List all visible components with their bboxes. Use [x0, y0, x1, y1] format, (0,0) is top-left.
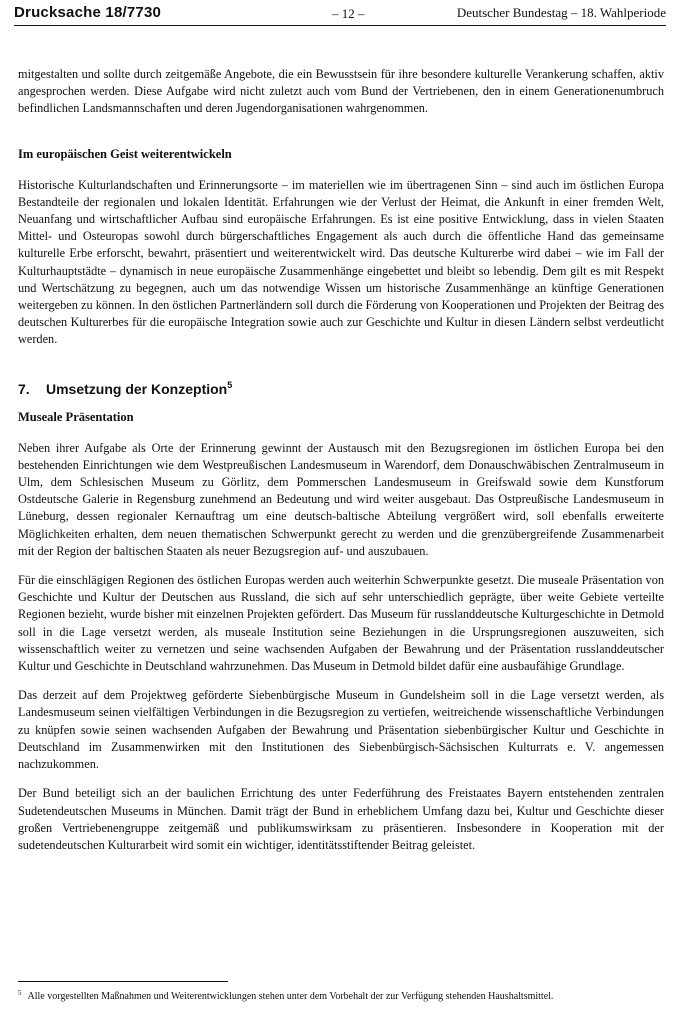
- section-number: 7.: [18, 380, 30, 397]
- page-header: [14, 4, 666, 24]
- paragraph: Für die einschlägigen Regionen des östlichen Europas werden auch weiterhin Schwerpunkte gesetzt. Die museale Präsentation von Geschichte und Kultur der Deutschen aus Russland, die sich auf sehr unterschiedlich geprägte, über weite Gebiete verteilte Regionen bezieht, wurde bisher mit einzelnen Projekten gefördert. Das Museum für russlanddeutsche Kulturgeschichte in Detmold soll in die Lage versetzt werden, als museale Institution seine Beziehungen in die Ursprungsregionen auszuweiten, sich wissenschaftlich weiter zu vernetzen und seine wachsenden Aufgaben der Bewahrung und der Präsentation russlanddeutscher Kultur und Geschichte in Deutschland wahrzunehmen. Das Museum in Detmold bildet dafür eine ausbaufähige Grundlage.: [18, 573, 664, 674]
- paragraph: Neben ihrer Aufgabe als Orte der Erinnerung gewinnt der Austausch mit den Bezugsregionen im östlichen Europa bei den bestehenden Einrichtungen wie dem Westpreußischen Landesmuseum in Warendorf, dem Donauschwäbischen Zentralmuseum in Ulm, dem Schlesischen Museum zu Görlitz, dem Pommerschen Landesmuseum in Greifswald sowie dem Kunstforum Ostdeutsche Galerie in Regensburg zunehmend an Bedeutung und wird weiter ausgebaut. Das Ostpreußische Landesmuseum in Lüneburg, dessen regionaler Kernauftrag um eine deutsch-baltische Abteilung vergrößert wird, soll ebenfalls erweiterte Möglichkeiten erhalten, dem neuen thematischen Schwerpunkt gerecht zu werden und die grenzübergreifende Zusammenarbeit mit der Region der baltischen Staaten als neuer Bezugsregion auf- und auszubauen.: [18, 440, 664, 558]
- footnote-text: Alle vorgestellten Maßnahmen und Weiterentwicklungen stehen unter dem Vorbehalt der zur Verfügung stehenden Haushaltsmittel.: [27, 991, 554, 1002]
- footnote: [18, 987, 664, 1003]
- section-heading: [18, 376, 664, 398]
- page-number: – 12 –: [332, 6, 365, 21]
- document-number: Drucksache 18/7730: [14, 4, 162, 21]
- header-rule: [14, 25, 666, 26]
- footnote-reference: 5: [227, 379, 233, 390]
- publisher: Deutscher Bundestag – 18. Wahlperiode: [456, 5, 666, 20]
- subheading-museale-praesentation: Museale Präsentation: [18, 409, 134, 424]
- body-text: [18, 66, 664, 854]
- footnote-mark: 5: [18, 989, 22, 997]
- subheading-europaeischer-geist: Im europäischen Geist weiterentwickeln: [18, 146, 232, 161]
- section-title: Umsetzung der Konzeption: [46, 380, 228, 397]
- paragraph: mitgestalten und sollte durch zeitgemäße Angebote, die ein Bewusstsein für ihre besondere kulturelle Verankerung schaffen, aktiv angesprochen werden. Diese Aufgabe wird nicht zuletzt auch vom Bund der Vertriebenen, den in einem Generationenumbruch befindlichen Landsmannschaften und deren Jugendorganisationen wahrgenommen.: [18, 67, 664, 116]
- footnote-rule: [18, 981, 228, 982]
- paragraph: Historische Kulturlandschaften und Erinnerungsorte – im materiellen wie im übertragenen Sinn – sind auch im östlichen Europa Bestandteile der regionalen und lokalen Identität. Erfahrungen wie der Verlust der Heimat, die Ankunft in einer fremden Welt, Neuanfang und wirtschaftlicher Aufbau sind europäische Erfahrungen. Es ist eine positive Entwicklung, dass in vielen Staaten Mittel- und Osteuropas sowohl durch bürgerschaftliches Engagement als auch durch die öffentliche Hand das gemeinsame kulturelle Erbe erforscht, bewahrt, präsentiert und weiterentwickelt wird. Das deutsche Kulturerbe wird dabei – wie im Fall der Kulturhauptstädte – dynamisch in neue europäische Zusammenhänge eingebettet und bleibt so lebendig. Dem gilt es mit Respekt und Wertschätzung zu begegnen, auch um das notwendige Wissen um historische Zusammenhänge an künftige Generationen weitergeben zu können. In den östlichen Partnerländern soll durch die Förderung von Kooperationen und Projekten der Beitrag des deutschen Kulturerbes für die europäische Integration sowie auch zur Geschichte und Kultur in diesen Ländern selbst verdeutlicht werden.: [18, 177, 664, 347]
- paragraph: Der Bund beteiligt sich an der baulichen Errichtung des unter Federführung des Freistaates Bayern entstehenden zentralen Sudetendeutschen Museums in München. Damit trägt der Bund in erheblichem Umfang dazu bei, Kultur und Geschichte dieser großen Vertriebenengruppe zeitgemäß und publikumswirksam zu präsentieren. Insbesondere in Kooperation mit der sudetendeutschen Kulturarbeit wird somit ein wichtiger, identitätsstiftender Beitrag geleistet.: [18, 786, 664, 852]
- paragraph: Das derzeit auf dem Projektweg geförderte Siebenbürgische Museum in Gundelsheim soll in die Lage versetzt werden, als Landesmuseum seinen vielfältigen Verbindungen in die Bezugsregion zu vertiefen, weitreichende wissenschaftliche Verbindungen zu knüpfen sowie seinen wachsenden Aufgaben der Bewahrung und Präsentation siebenbürgischer Kultur und Geschichte in Deutschland im Zusammenwirken mit den Institutionen des Siebenbürgisch-Sächsischen Kulturrats e. V. angemessen nachzukommen.: [18, 688, 664, 772]
